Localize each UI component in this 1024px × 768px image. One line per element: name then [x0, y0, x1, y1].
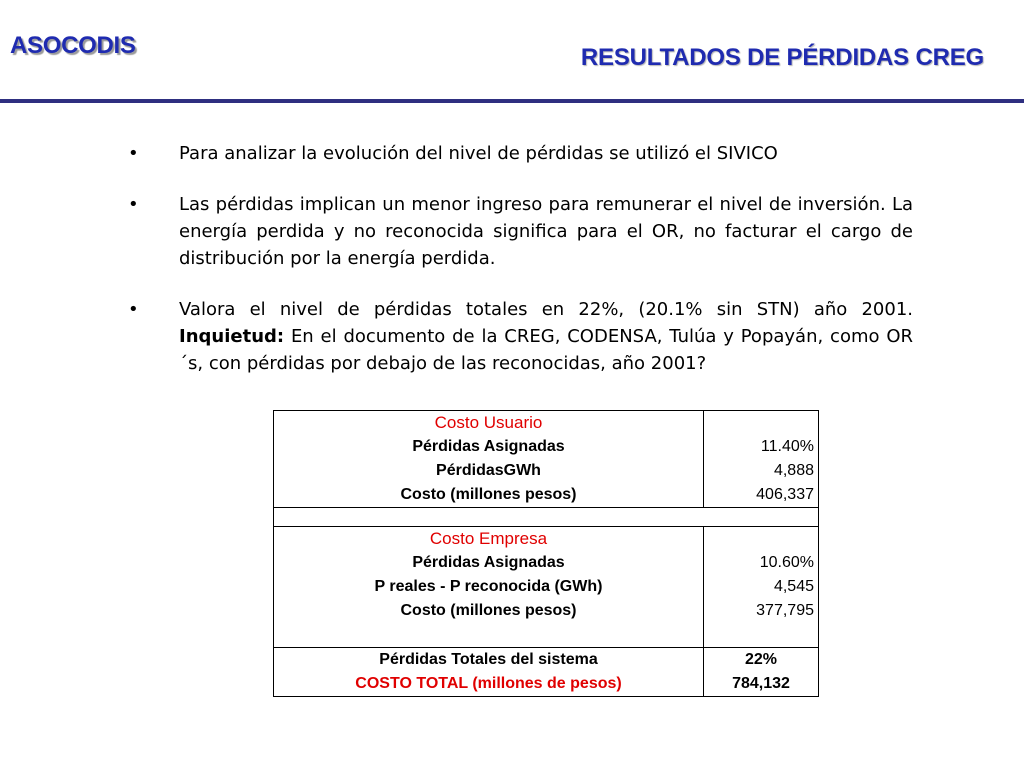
- total-cost-text: COSTO TOTAL: [355, 675, 468, 692]
- system-losses-label: Pérdidas Totales del sistema: [274, 648, 704, 673]
- row-label: Costo (millones pesos): [274, 483, 704, 508]
- table-row: [274, 599, 819, 623]
- row-label: Costo (millones pesos): [274, 599, 704, 623]
- total-cost-label: [274, 672, 704, 697]
- bullet-marker: •: [128, 143, 139, 164]
- bullet-item: [128, 191, 913, 272]
- table-row: [274, 648, 819, 673]
- bullet-marker: •: [128, 194, 139, 215]
- bullet-text: Valora el nivel de pérdidas totales en 22%, (20.1% sin STN) año 2001.: [179, 299, 913, 320]
- bullet-item: [128, 140, 913, 167]
- inquietud-label: Inquietud:: [179, 326, 285, 347]
- header-divider: [0, 99, 1024, 103]
- table-row: [274, 672, 819, 697]
- table-row: [274, 459, 819, 483]
- table-row: [274, 483, 819, 508]
- row-value: 406,337: [704, 483, 819, 508]
- user-cost-heading: Costo Usuario: [274, 411, 704, 436]
- row-label: Pérdidas Asignadas: [274, 551, 704, 575]
- table-row: [274, 575, 819, 599]
- row-value: 377,795: [704, 599, 819, 623]
- bullet-item: [128, 296, 913, 377]
- losses-table: [273, 410, 819, 697]
- bullet-text-after: En el documento de la CREG, CODENSA, Tulúa y Popayán, como OR´s, con pérdidas por debajo de las reconocidas, año 2001?: [179, 326, 914, 374]
- table-row: [274, 411, 819, 436]
- table-row: [274, 435, 819, 459]
- bullet-marker: •: [128, 299, 139, 320]
- row-label: Pérdidas Asignadas: [274, 435, 704, 459]
- table-cell-empty: [704, 411, 819, 436]
- row-value: 4,545: [704, 575, 819, 599]
- total-cost-unit: (millones de pesos): [472, 675, 622, 692]
- row-label: P reales - P reconocida (GWh): [274, 575, 704, 599]
- asocodis-logo: ASOCODIS: [10, 32, 136, 59]
- row-label: PérdidasGWh: [274, 459, 704, 483]
- table-cell-empty: [704, 623, 819, 648]
- system-losses-value: 22%: [704, 648, 819, 673]
- bullet-text: Las pérdidas implican un menor ingreso para remunerar el nivel de inversión. La energía perdida y no reconocida significa para el OR, no facturar el cargo de distribución por la energía perdida.: [179, 194, 913, 269]
- bullet-list: [128, 140, 913, 401]
- row-value: 10.60%: [704, 551, 819, 575]
- table-cell-empty: [274, 508, 819, 527]
- table-row: [274, 527, 819, 552]
- slide-title: RESULTADOS DE PÉRDIDAS CREG: [580, 44, 984, 71]
- bullet-text: Para analizar la evolución del nivel de pérdidas se utilizó el SIVICO: [179, 143, 778, 164]
- table-row: [274, 551, 819, 575]
- row-value: 11.40%: [704, 435, 819, 459]
- row-value: 4,888: [704, 459, 819, 483]
- table-cell-empty: [274, 623, 704, 648]
- company-cost-heading: Costo Empresa: [274, 527, 704, 552]
- total-cost-value: 784,132: [704, 672, 819, 697]
- table-cell-empty: [704, 527, 819, 552]
- table-spacer-row: [274, 508, 819, 527]
- table-row: [274, 623, 819, 648]
